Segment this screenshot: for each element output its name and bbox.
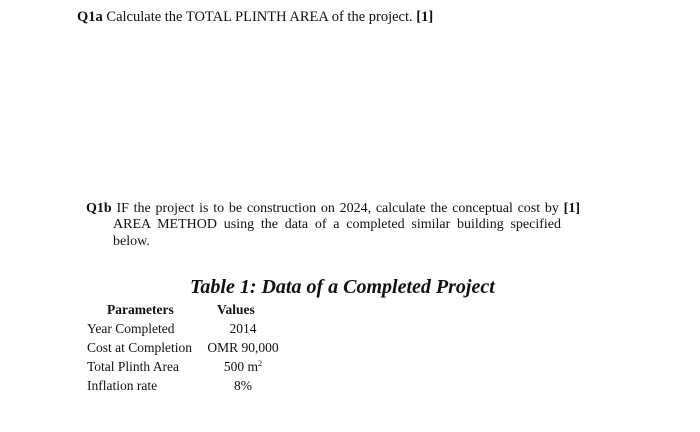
question-1a-marks: [1]: [416, 9, 434, 25]
question-1b-text-line-3: below.: [113, 234, 150, 249]
question-1a-label: Q1a: [77, 9, 103, 25]
question-1b-label: Q1b: [86, 201, 112, 216]
table-row-value: 8%: [234, 378, 252, 393]
table-row-param: Total Plinth Area: [87, 359, 180, 374]
plinth-area-value: 500 m: [223, 359, 259, 374]
question-1a: [77, 9, 433, 26]
table-row-param: Year Completed: [87, 321, 175, 336]
table-header-parameters: Parameters: [107, 302, 174, 317]
question-1a-text: Calculate the TOTAL PLINTH AREA of the project.: [102, 9, 417, 25]
table-row-value: 2014: [229, 321, 257, 336]
table-caption: Table 1: Data of a Completed Project: [190, 276, 495, 298]
table-row-value: [203, 359, 283, 375]
question-1b-text-line-1: IF the project is to be construction on 2024, calculate the conceptual cost by: [111, 201, 564, 216]
square-unit-superscript: 2: [258, 359, 263, 368]
table-row-value: OMR 90,000: [207, 340, 279, 355]
table-row-param: Inflation rate: [87, 378, 158, 393]
question-1b-marks: [1]: [563, 201, 580, 216]
table-header-values: Values: [217, 302, 255, 317]
question-1b-text-line-2: AREA METHOD using the data of a completed similar building specified: [113, 217, 561, 232]
question-1b-line-1: [86, 201, 580, 217]
table-row-param: Cost at Completion: [87, 340, 193, 355]
